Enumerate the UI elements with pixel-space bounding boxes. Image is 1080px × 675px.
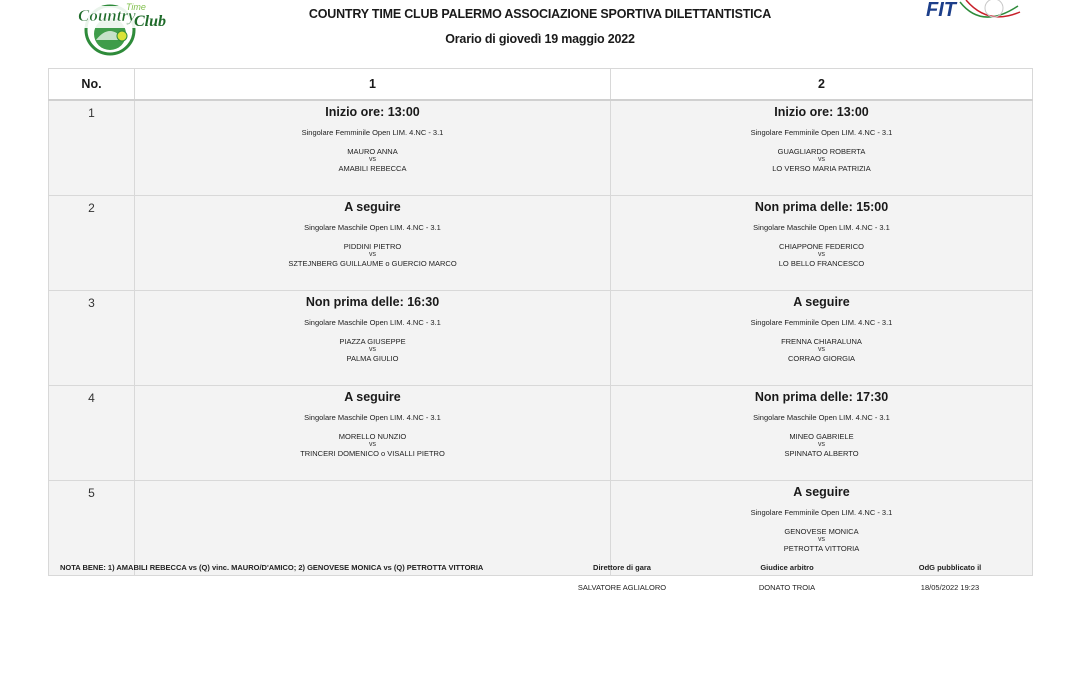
vs-label: vs [818,251,825,258]
match-time: Non prima delle: 16:30 [305,295,440,309]
player-2: PALMA GIULIO [346,354,399,363]
match-time: Inizio ore: 13:00 [774,105,869,119]
match-time: Non prima delle: 17:30 [754,390,889,404]
player-1: PIAZZA GIUSEPPE [339,337,406,346]
vs-label: vs [818,156,825,163]
match-event: Singolare Maschile Open LIM. 4.NC - 3.1 [304,318,441,327]
director-name: SALVATORE AGLIALORO [577,583,667,592]
table-row [49,386,1033,481]
vs-label: vs [369,251,376,258]
published-block [890,563,1010,592]
player-2: LO BELLO FRANCESCO [778,259,865,268]
published-value: 18/05/2022 19:23 [920,583,980,592]
player-2: SZTEJNBERG GUILLAUME o GUERCIO MARCO [288,259,457,268]
page-title: COUNTRY TIME CLUB PALERMO ASSOCIAZIONE SPORTIVA DILETTANTISTICA [308,7,772,21]
match-time: A seguire [344,200,401,214]
player-1: MINEO GABRIELE [789,432,854,441]
footer-note: NOTA BENE: 1) AMABILI REBECCA vs (Q) vinc. MAURO/D'AMICO; 2) GENOVESE MONICA vs (Q) PETROTTA VITTORIA [60,563,484,572]
column-header-no: No. [49,69,135,101]
player-1: PIDDINI PIETRO [343,242,402,251]
player-1: MAURO ANNA [347,147,398,156]
schedule-table [48,68,1033,576]
match-event: Singolare Maschile Open LIM. 4.NC - 3.1 [304,223,441,232]
director-label: Direttore di gara [593,563,651,572]
player-1: GENOVESE MONICA [784,527,859,536]
vs-label: vs [369,346,376,353]
player-1: GUAGLIARDO ROBERTA [777,147,866,156]
player-2: PETROTTA VITTORIA [783,544,860,553]
row-number: 1 [49,100,135,196]
svg-text:Time: Time [126,2,146,12]
svg-text:Country: Country [78,6,136,25]
published-label: OdG pubblicato il [918,563,982,572]
column-header-court-2: 2 [611,69,1033,101]
vs-label: vs [818,346,825,353]
vs-label: vs [369,156,376,163]
svg-text:Club: Club [134,13,167,30]
match-time: Non prima delle: 15:00 [754,200,889,214]
referee-name: DONATO TROIA [758,583,816,592]
match-event: Singolare Maschile Open LIM. 4.NC - 3.1 [753,223,890,232]
match-cell [611,100,1033,196]
row-number: 3 [49,291,135,386]
match-cell [611,291,1033,386]
vs-label: vs [818,536,825,543]
player-1: MORELLO NUNZIO [338,432,407,441]
referee-label: Giudice arbitro [760,563,814,572]
table-row [49,481,1033,576]
empty-match-cell [135,481,611,576]
match-event: Singolare Femminile Open LIM. 4.NC - 3.1 [750,508,893,517]
row-number: 4 [49,386,135,481]
match-cell [611,481,1033,576]
referee-block [727,563,847,592]
row-number: 2 [49,196,135,291]
player-2: LO VERSO MARIA PATRIZIA [772,164,871,173]
player-1: CHIAPPONE FEDERICO [778,242,864,251]
vs-label: vs [818,441,825,448]
match-cell [135,291,611,386]
schedule-date: Orario di giovedì 19 maggio 2022 [445,32,635,46]
table-row [49,291,1033,386]
director-block [562,563,682,592]
table-row [49,196,1033,291]
row-number: 5 [49,481,135,576]
match-event: Singolare Femminile Open LIM. 4.NC - 3.1 [750,128,893,137]
player-2: SPINNATO ALBERTO [784,449,859,458]
svg-text:FIT: FIT [926,0,956,21]
player-2: TRINCERI DOMENICO o VISALLI PIETRO [300,449,445,458]
match-event: Singolare Femminile Open LIM. 4.NC - 3.1 [750,318,893,327]
match-event: Singolare Femminile Open LIM. 4.NC - 3.1 [301,128,444,137]
match-cell [135,196,611,291]
player-1: FRENNA CHIARALUNA [781,337,862,346]
table-header [49,69,1033,101]
match-event: Singolare Maschile Open LIM. 4.NC - 3.1 [304,413,441,422]
match-time: A seguire [344,390,401,404]
match-cell [611,386,1033,481]
column-header-court-1: 1 [135,69,611,101]
match-event: Singolare Maschile Open LIM. 4.NC - 3.1 [753,413,890,422]
player-2: AMABILI REBECCA [338,164,407,173]
match-cell [611,196,1033,291]
match-cell [135,100,611,196]
vs-label: vs [369,441,376,448]
match-time: A seguire [793,485,850,499]
player-2: CORRAO GIORGIA [787,354,856,363]
match-time: Inizio ore: 13:00 [325,105,420,119]
match-time: A seguire [793,295,850,309]
match-cell [135,386,611,481]
table-row [49,100,1033,196]
